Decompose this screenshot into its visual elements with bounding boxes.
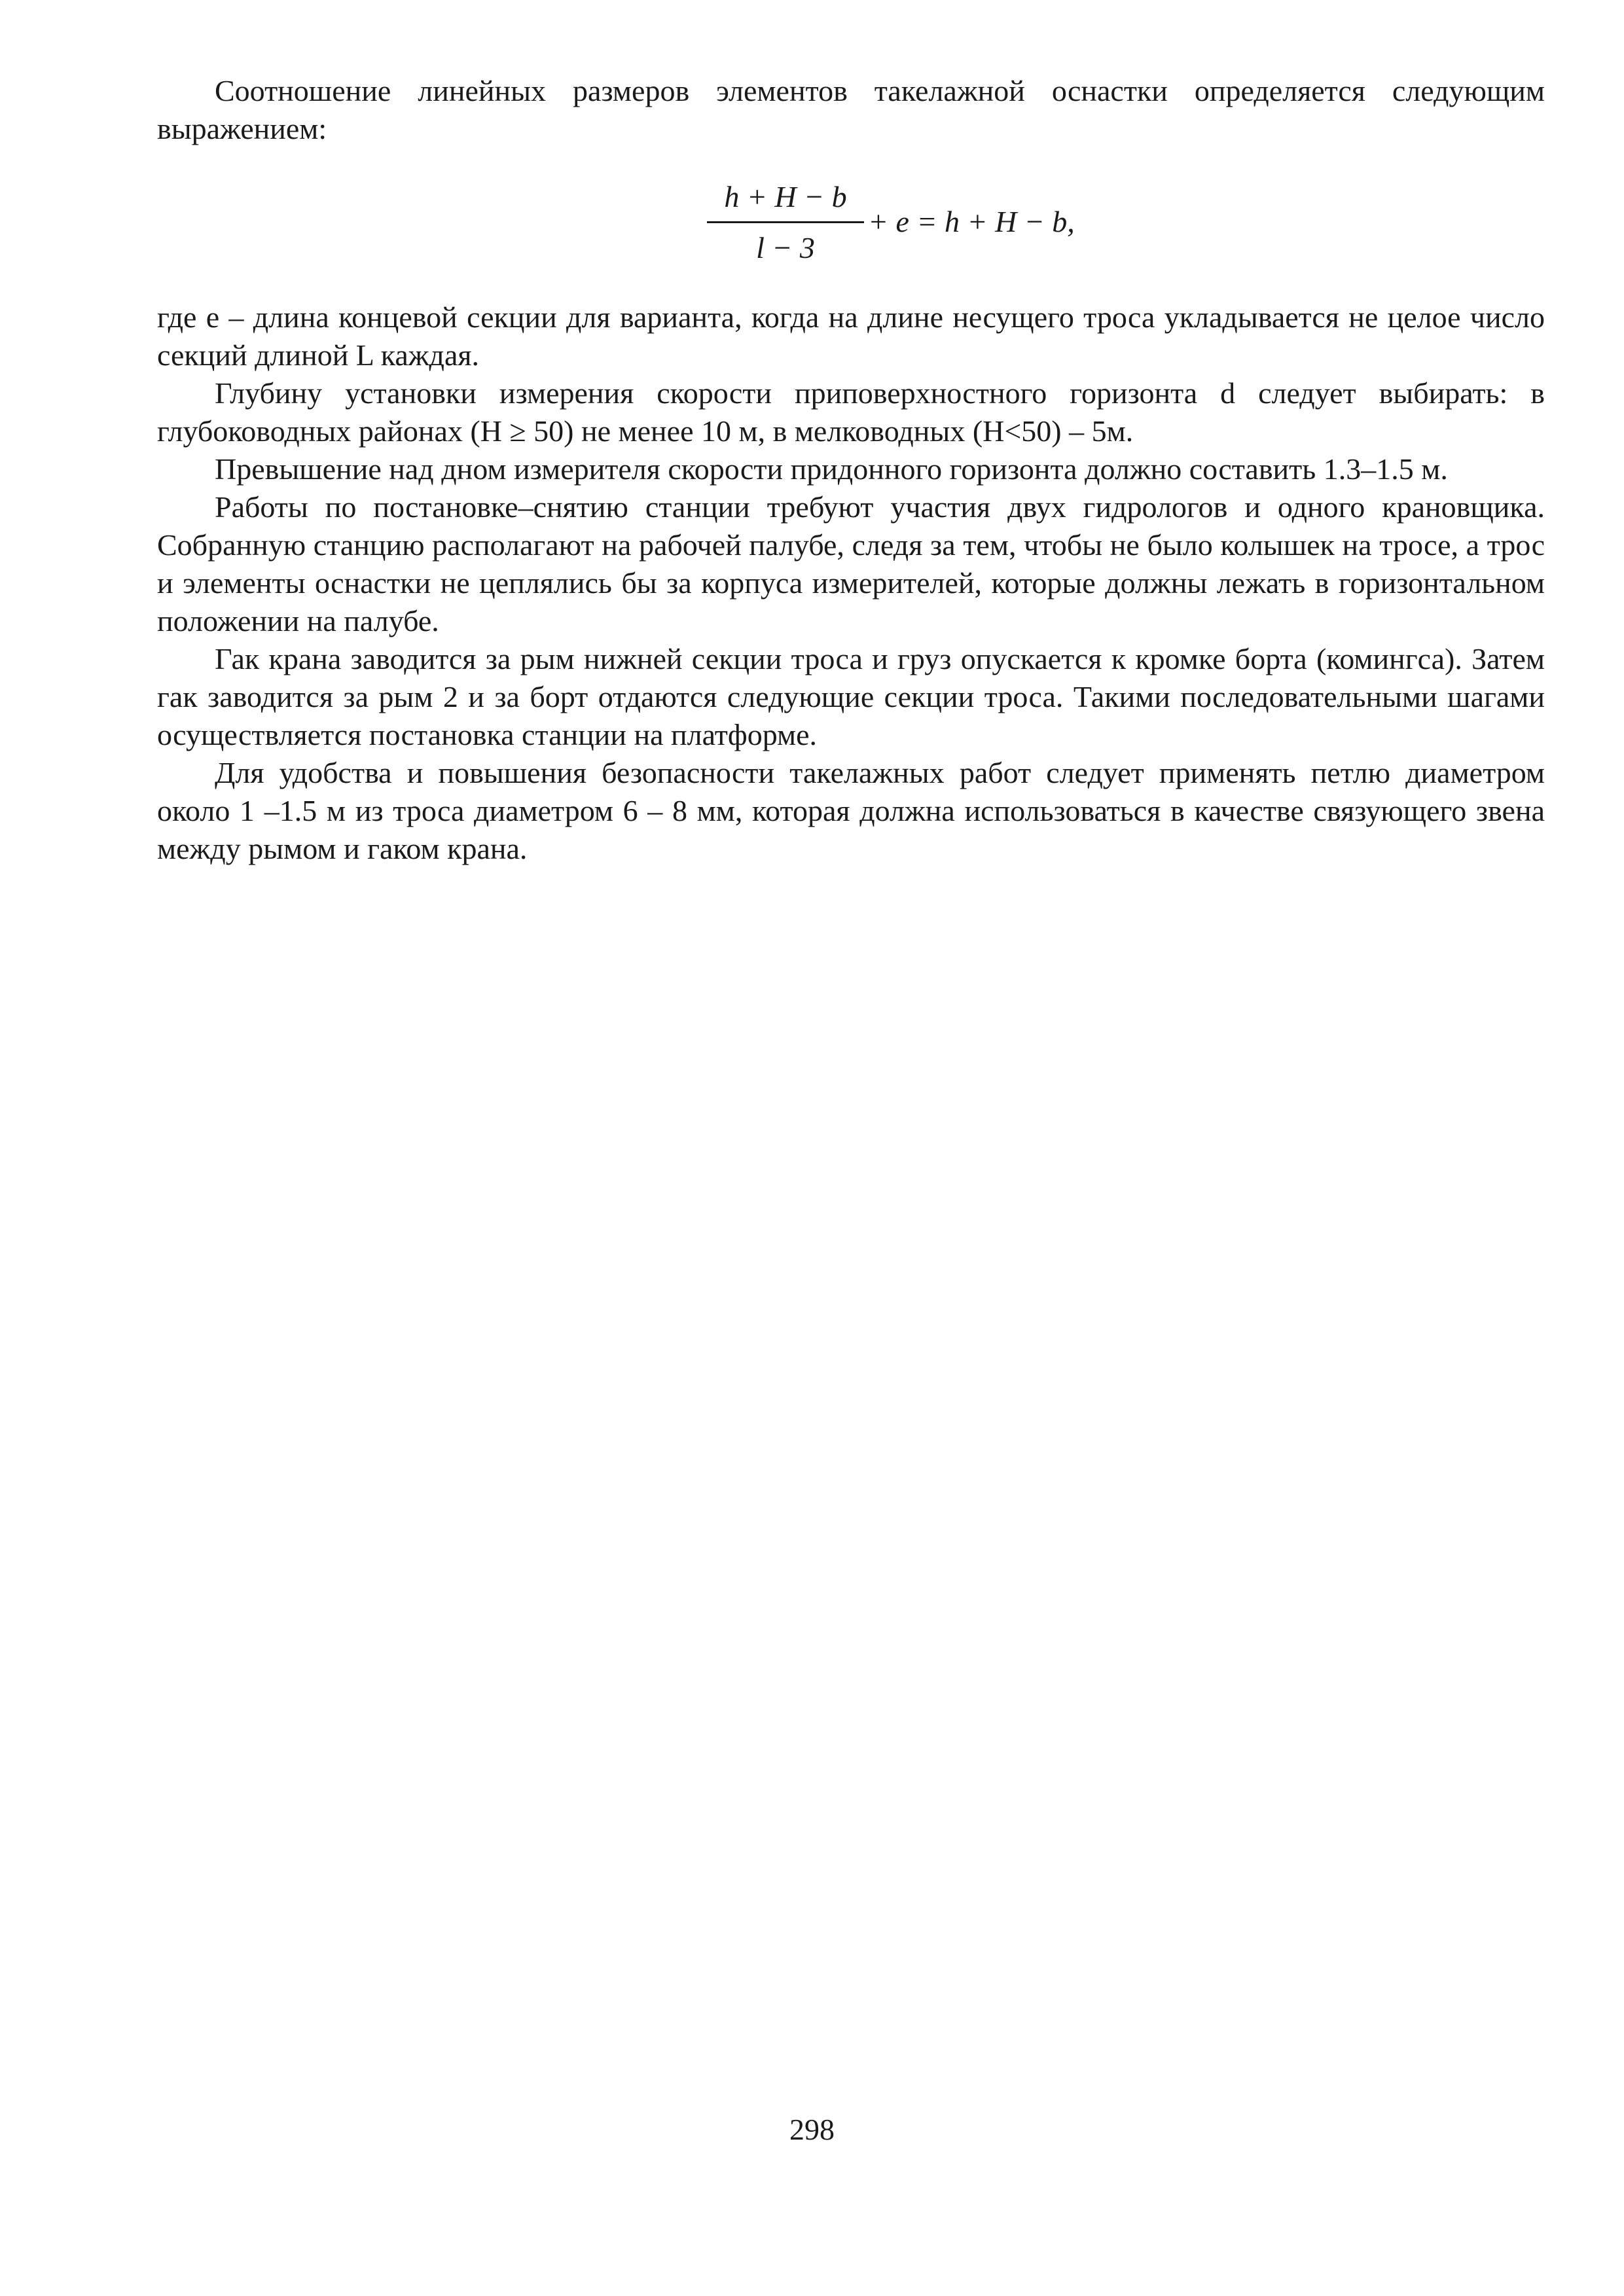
formula-rhs: + e = h + H − b,	[868, 205, 1075, 238]
page-number: 298	[789, 2113, 835, 2146]
formula-fraction-bar	[707, 221, 864, 223]
paragraph-crew: Работы по постановке–снятию станции требуют участия двух гидрологов и одного крановщика. Собранную станцию располагают на рабочей палубе, следя за тем, чтобы не было колышек на тросе, а трос и элементы оснастки не цеплялись бы за корпуса измерителей, которые должны лежать в горизонтальном положении на палубе.	[157, 490, 1545, 637]
paragraph-safety: Для удобства и повышения безопасности такелажных работ следует применять петлю диаметром около 1 –1.5 м из троса диаметром 6 – 8 мм, которая должна использоваться в качестве связующего звена между рымом и гаком крана.	[157, 756, 1545, 865]
paragraph-hook: Гак крана заводится за рым нижней секции троса и груз опускается к кромке борта (комингса). Затем гак заводится за рым 2 и за борт отдаются следующие секции троса. Такими последовательными шагами осуществляется постановка станции на платформе.	[157, 642, 1545, 751]
formula-numerator: h + H − b	[724, 180, 847, 213]
document-page	[157, 72, 1545, 868]
formula-denominator: l − 3	[756, 231, 815, 264]
paragraph-height: Превышение над дном измерителя скорости придонного горизонта должно составить 1.3–1.5 м.	[215, 452, 1448, 486]
paragraph-definition: где e – длина концевой секции для варианта, когда на длине несущего троса укладывается не целое число секций длиной L каждая.	[157, 300, 1545, 372]
paragraph-intro: Соотношение линейных размеров элементов такелажной оснастки определяется следующим выражением:	[157, 74, 1545, 145]
paragraph-depth: Глубину установки измерения скорости приповерхностного горизонта d следует выбирать: в глубоководных районах (H ≥ 50) не менее 10 м, в мелководных (H<50) – 5м.	[157, 376, 1545, 448]
formula	[157, 178, 1545, 276]
